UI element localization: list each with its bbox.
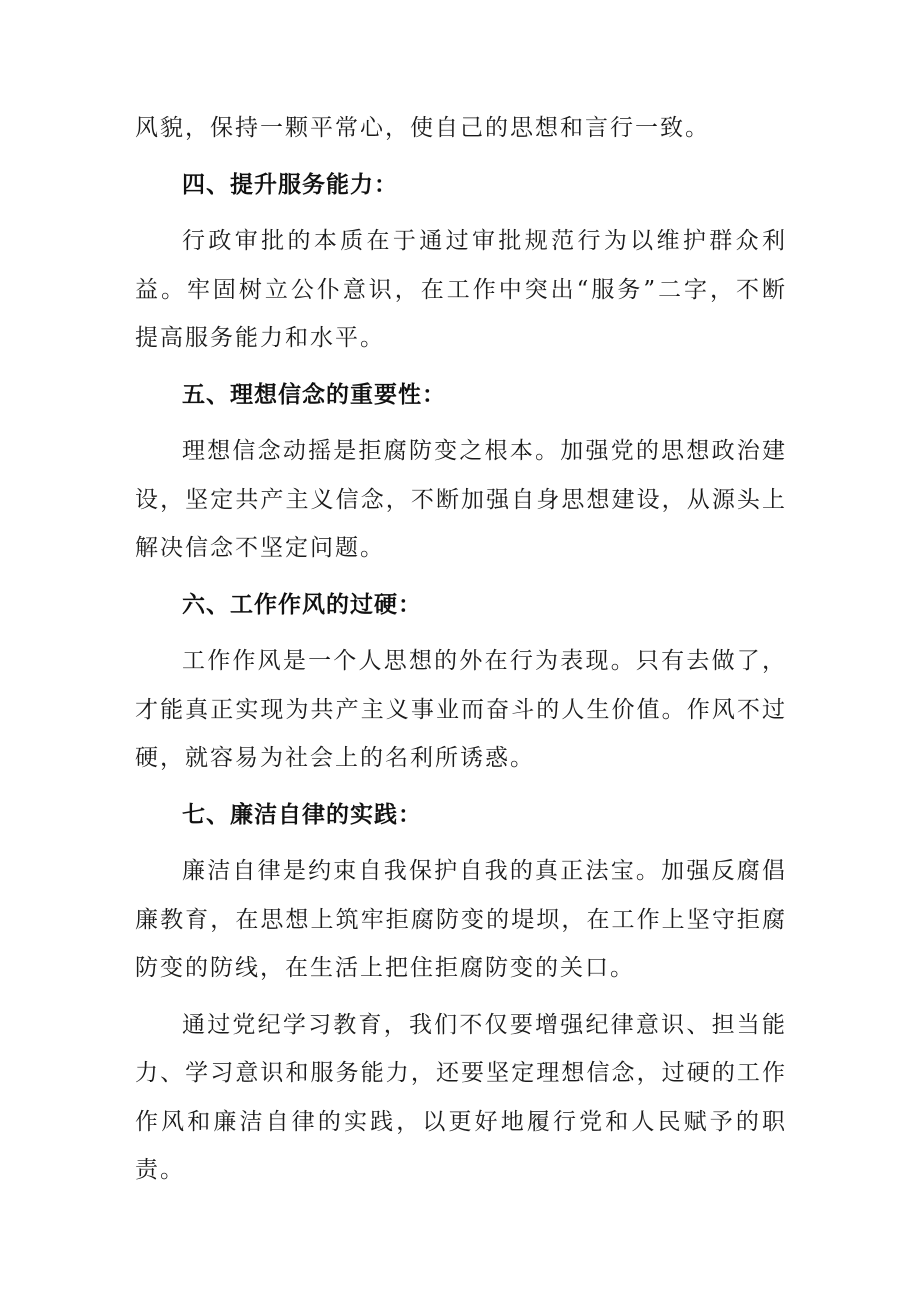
spacer bbox=[135, 629, 787, 637]
section-heading-7: 七、廉洁自律的实践： bbox=[182, 801, 422, 828]
spacer bbox=[135, 573, 787, 581]
paragraph-integrity-practice: 廉洁自律是约束自我保护自我的真正法宝。加强反腐倡廉教育，在思想上筑牢拒腐防变的堤坝，在工作上坚守拒腐防变的防线，在生活上把住拒腐防变的关口。 bbox=[135, 858, 787, 981]
spacer bbox=[135, 363, 787, 371]
section-heading-4: 四、提升服务能力： bbox=[182, 171, 398, 198]
paragraph-ideals-beliefs: 理想信念动摇是拒腐防变之根本。加强党的思想政治建设，坚定共产主义信念，不断加强自身思想建设，从源头上解决信念不坚定问题。 bbox=[135, 438, 787, 561]
paragraph-service-ability: 行政审批的本质在于通过审批规范行为以维护群众利益。牢固树立公仆意识，在工作中突出“服务”二字，不断提高服务能力和水平。 bbox=[135, 228, 787, 351]
spacer bbox=[135, 209, 787, 217]
spacer bbox=[135, 993, 787, 1001]
spacer bbox=[135, 153, 787, 161]
paragraph-work-style: 工作作风是一个人思想的外在行为表现。只有去做了，才能真正实现为共产主义事业而奋斗的人生价值。作风不过硬，就容易为社会上的名利所诱惑。 bbox=[135, 648, 787, 771]
section-heading-5: 五、理想信念的重要性： bbox=[182, 381, 446, 408]
spacer bbox=[135, 839, 787, 847]
paragraph-continued: 风貌，保持一颗平常心，使自己的思想和言行一致。 bbox=[135, 115, 710, 141]
document-body bbox=[135, 104, 787, 1195]
spacer bbox=[135, 783, 787, 791]
section-heading-6: 六、工作作风的过硬： bbox=[182, 591, 422, 618]
spacer bbox=[135, 419, 787, 427]
paragraph-conclusion: 通过党纪学习教育，我们不仅要增强纪律意识、担当能力、学习意识和服务能力，还要坚定理想信念，过硬的工作作风和廉洁自律的实践，以更好地履行党和人民赋予的职责。 bbox=[135, 1011, 787, 1183]
